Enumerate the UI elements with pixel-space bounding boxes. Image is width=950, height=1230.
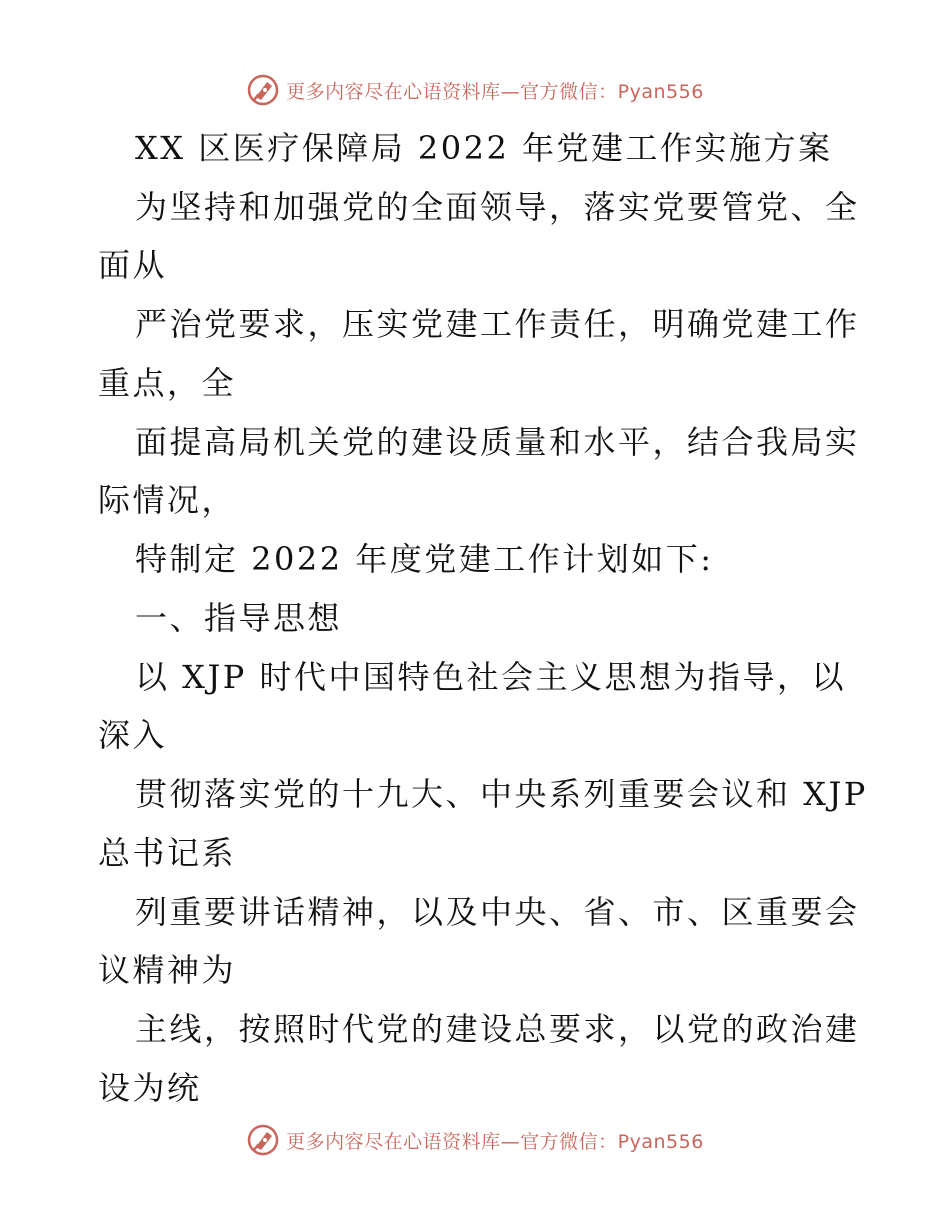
- footer-watermark: [0, 1120, 950, 1160]
- footer-watermark-text: 更多内容尽在心语资料库—官方微信：Pyan556: [286, 1130, 704, 1153]
- paragraph-line: 面从: [98, 246, 168, 284]
- paragraph-line: 主线，按照时代党的建设总要求，以党的政治建: [135, 1010, 860, 1048]
- pen-nib-logo-icon: [246, 1123, 280, 1157]
- paragraph-line: 议精神为: [98, 951, 237, 989]
- paragraph-line: 设为统: [98, 1069, 202, 1107]
- document-title: XX 区医疗保障局 2022 年党建工作实施方案: [135, 129, 833, 167]
- section-heading: 一、指导思想: [135, 599, 343, 637]
- paragraph-line: 面提高局机关党的建设质量和水平，结合我局实: [135, 423, 860, 461]
- paragraph-line: 深入: [98, 716, 168, 754]
- paragraph-line: 列重要讲话精神，以及中央、省、市、区重要会: [135, 893, 860, 931]
- paragraph-line: 贯彻落实党的十九大、中央系列重要会议和 XJP: [135, 775, 868, 813]
- header-watermark-text: 更多内容尽在心语资料库—官方微信：Pyan556: [286, 80, 704, 103]
- paragraph-line: 严治党要求，压实党建工作责任，明确党建工作: [135, 305, 860, 343]
- paragraph-line: 总书记系: [98, 834, 237, 872]
- paragraph-line: 为坚持和加强党的全面领导，落实党要管党、全: [135, 188, 860, 226]
- paragraph-line: 以 XJP 时代中国特色社会主义思想为指导，以: [135, 658, 846, 696]
- paragraph-line: 际情况，: [98, 481, 237, 519]
- paragraph-line: 特制定 2022 年度党建工作计划如下:: [135, 540, 714, 578]
- paragraph-line: 重点，全: [98, 364, 237, 402]
